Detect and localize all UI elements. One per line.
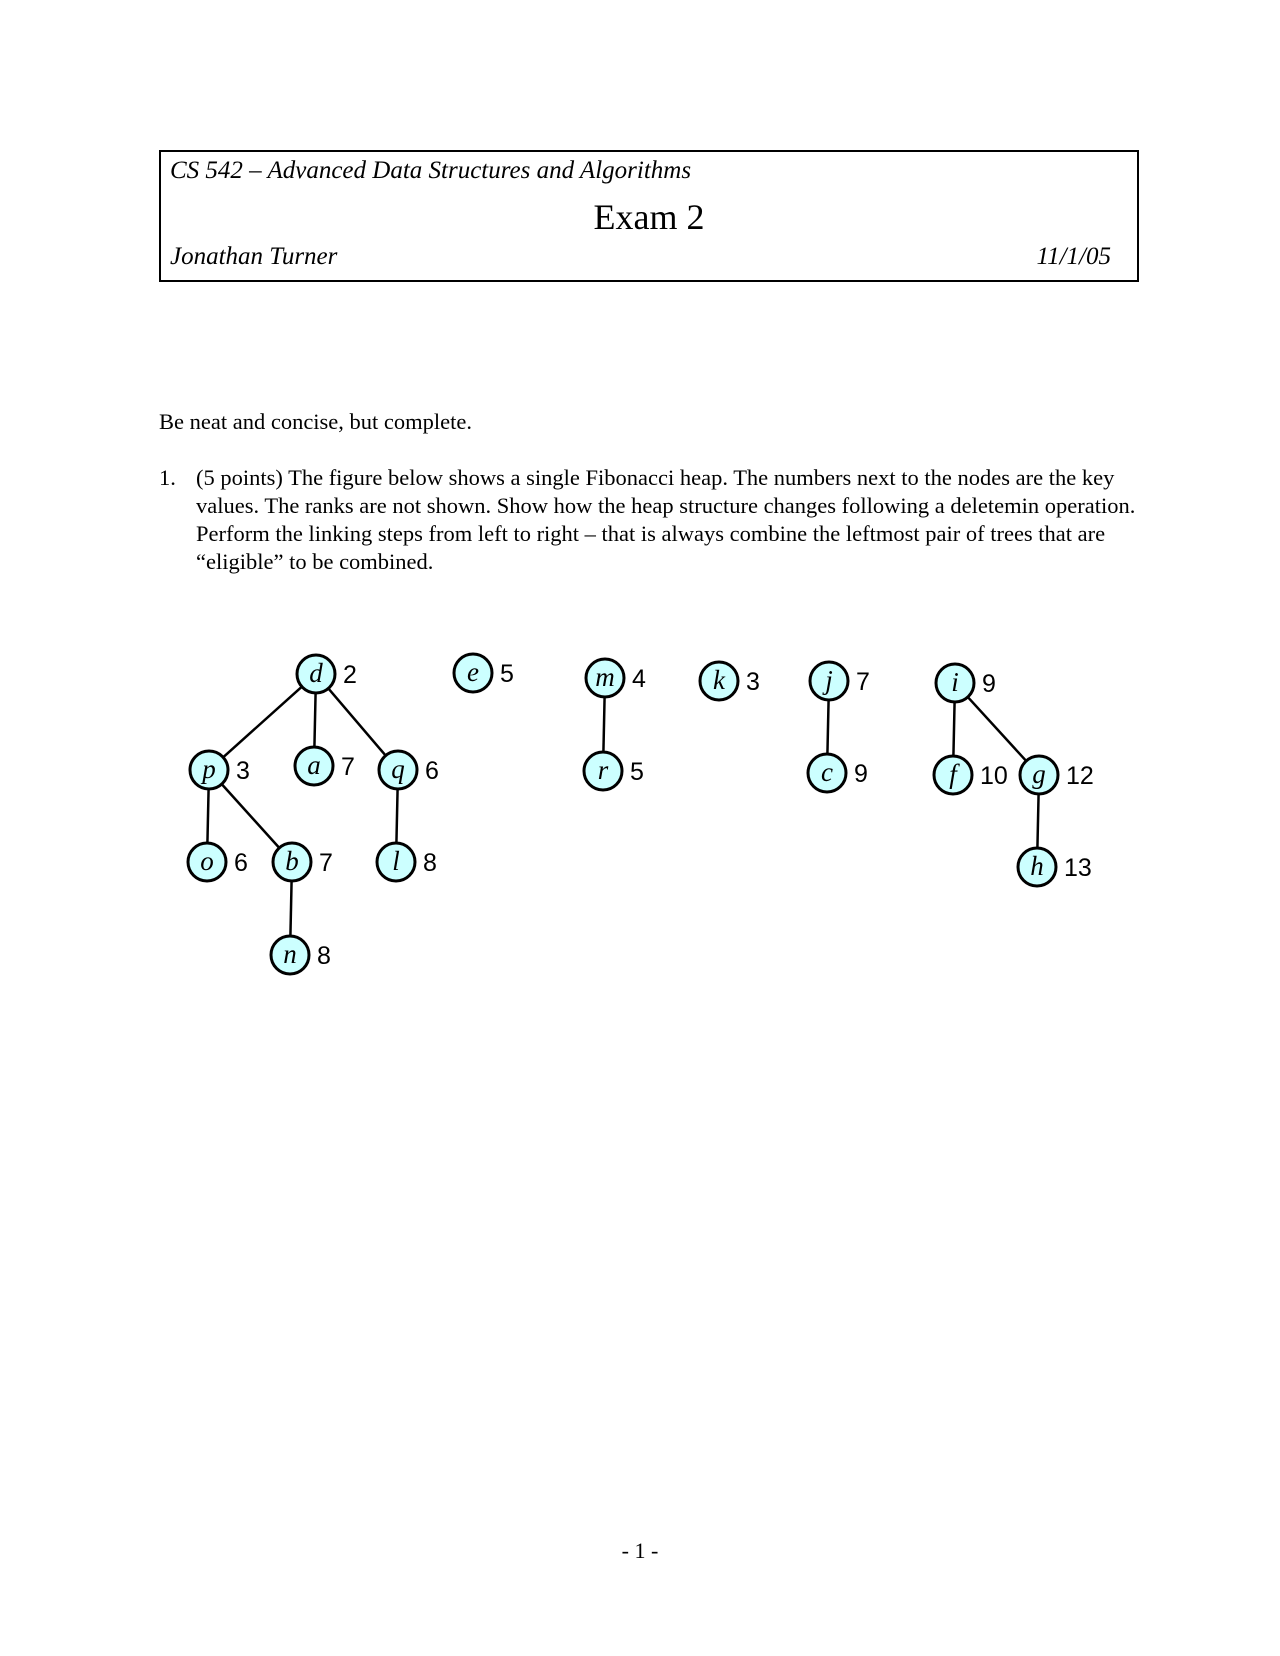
node-label: p [202, 754, 216, 784]
edge-p-o [207, 789, 208, 843]
heap-node-j [810, 662, 870, 700]
edge-i-f [953, 702, 954, 756]
node-key: 5 [630, 758, 644, 786]
edge-p-b [222, 784, 280, 848]
node-label: q [391, 754, 405, 784]
author-name: Jonathan Turner [170, 243, 338, 270]
edge-d-p [223, 687, 302, 758]
node-label: o [200, 846, 214, 876]
exam-date: 11/1/05 [1036, 243, 1111, 270]
heap-node-h [1018, 848, 1092, 886]
heap-node-r [584, 752, 644, 790]
heap-node-i [936, 664, 996, 702]
node-key: 6 [234, 849, 248, 877]
heap-node-p [190, 751, 250, 789]
edge-b-n [290, 881, 291, 936]
node-label: b [285, 846, 299, 876]
node-key: 7 [341, 753, 355, 781]
edge-d-q [328, 688, 385, 755]
node-key: 4 [632, 665, 646, 693]
instructions: Be neat and concise, but complete. [159, 409, 473, 434]
edge-d-a [314, 693, 315, 747]
heap-node-a [295, 747, 355, 785]
node-key: 9 [854, 760, 868, 788]
node-label: h [1030, 851, 1044, 881]
heap-node-b [273, 843, 333, 881]
node-label: r [597, 755, 609, 785]
node-label: d [309, 658, 323, 688]
heap-node-f [934, 756, 1008, 794]
node-label: a [307, 750, 321, 780]
node-key: 13 [1064, 854, 1092, 882]
heap-node-g [1020, 756, 1094, 794]
heap-node-m [586, 659, 646, 697]
node-label: f [949, 759, 957, 789]
node-label: n [283, 939, 297, 969]
heap-node-d [297, 655, 357, 693]
heap-node-k [700, 662, 760, 700]
page-number: - 1 - [621, 1538, 659, 1563]
node-key: 8 [317, 942, 331, 970]
node-label: c [821, 757, 833, 787]
edge-m-r [603, 697, 604, 752]
node-label: k [713, 665, 725, 695]
node-key: 6 [425, 757, 439, 785]
heap-node-l [377, 843, 437, 881]
node-key: 12 [1066, 762, 1094, 790]
node-label: g [1032, 759, 1046, 789]
edge-q-l [396, 789, 397, 843]
question-text: (5 points) The figure below shows a single Fibonacci heap. The numbers next to the nodes are the key values. The ranks are not shown. Show how the heap structure changes following a deletemin operation. Perform the linking steps from left to right – that is always combine the leftmost pair of trees that are “eligible” to be combined. [196, 465, 1136, 574]
node-key: 8 [423, 849, 437, 877]
node-key: 3 [746, 668, 760, 696]
heap-node-e [454, 654, 514, 692]
heap-node-q [379, 751, 439, 789]
node-key: 7 [319, 849, 333, 877]
course-title: CS 542 – Advanced Data Structures and Algorithms [170, 157, 692, 184]
question-number: 1. [159, 465, 176, 490]
node-label: i [951, 667, 959, 697]
node-key: 7 [856, 668, 870, 696]
node-label: j [825, 665, 833, 695]
heap-node-o [188, 843, 248, 881]
heap-node-c [808, 754, 868, 792]
node-label: m [595, 662, 615, 692]
heap-node-n [271, 936, 331, 974]
node-key: 10 [980, 762, 1008, 790]
node-key: 9 [982, 670, 996, 698]
edge-i-g [968, 697, 1026, 761]
edge-j-c [827, 700, 828, 754]
node-label: e [467, 657, 479, 687]
node-key: 3 [236, 757, 250, 785]
edge-g-h [1037, 794, 1038, 848]
node-key: 2 [343, 661, 357, 689]
node-label: l [392, 846, 400, 876]
exam-title: Exam 2 [593, 197, 705, 237]
node-key: 5 [500, 660, 514, 688]
